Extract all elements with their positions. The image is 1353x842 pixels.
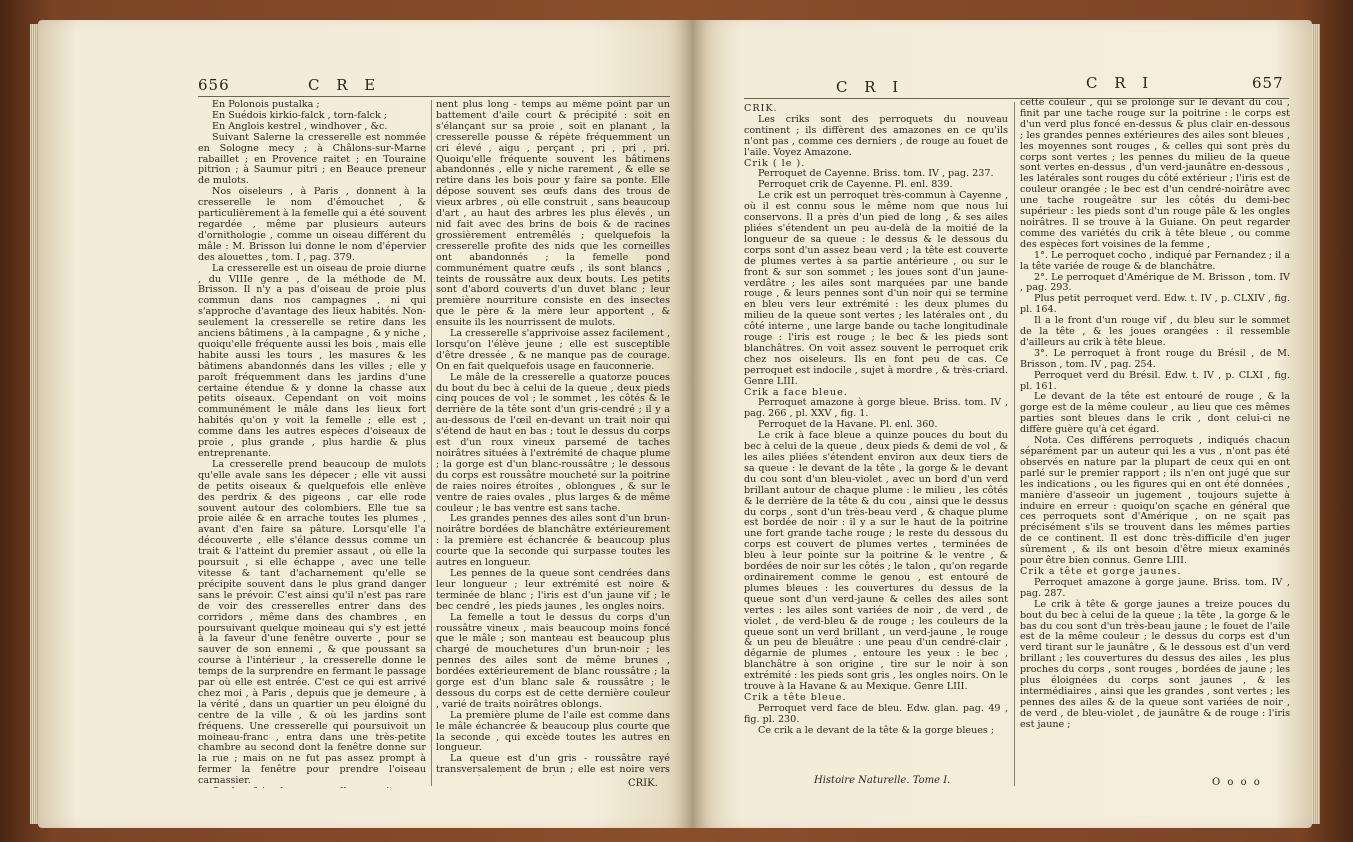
paragraph: Le crik à tête & gorge jaunes a treize pouces du bout du bec à celui de la queue ; la tête , la gorge & le bas du cou sont d'un très-beau jaune ; le fouet de l'aile est de la même couleur ; le dessus du corps est d'un verd tirant sur le jaunâtre , & le dessous est d'un verd brillant ; les couvertures du dessus des ailes , les plus proches du corps , sont rouges , bordées de jaune ; les plus éloignées du corps sont jaunes , & les intermédiaires , ainsi que les grandes , sont vertes ; les pennes des ailes & de la queue sont variées de noir , de verd , de bleu-violet , de jaunâtre & de rouge : l'iris est jaune ; xyxy=(1020,598,1290,730)
paragraph: Le crik à face bleue a quinze pouces du bout du bec à celui de la queue , deux pieds & demi de vol , & les ailes pliées s'étendent environ aux deux tiers de sa queue : le devant de la tête , la gorge & le devant du cou sont d'un bleu-violet , avec un bord d'un verd brillant autour de chaque plume : le milieu , les côtés & le derrière de la tête & du cou , ainsi que le dessus du corps , sont d'un très-beau verd , & chaque plume est bordée de noir : il y a sur le haut de la poitrine une fort grande tache rouge ; le reste du dessous du corps est couvert de plumes vertes , terminées de bleu à leur pointe sur la poitrine & le ventre , & bordées de noir sur les côtés ; le talon , qu'on regarde ordinairement comme le genou , est entouré de plumes bleues : les couvertures du dessus de la queue sont d'un verd-jaune & celles des ailes sont vertes : les ailes sont variées de noir , de verd , de violet , de verd-bleu & de rouge ; les couleurs de la queue sont un verd brillant , un verd-jaune , le rouge & un peu de bleuâtre : une peau d'un cendré-clair , dégarnie de plumes , entoure les yeux : le bec , blanchâtre à son origine , tire sur le noir à son extrémité : les pieds sont gris , les ongles noirs. On le trouve à la Havane & au Mexique. Genre LIII. xyxy=(744,430,1008,693)
left-catchword: CRIK. xyxy=(628,778,658,789)
right-running-head-left: C R I xyxy=(836,78,905,96)
left-column-1 xyxy=(198,100,426,788)
paragraph: Les criks sont des perroquets du nouveau continent ; ils diffèrent des amazones en ce qu'ils n'ont pas , comme ces derniers , de rouge au fouet de l'aile. Voyez Amazone. xyxy=(744,113,1008,158)
paragraph: 3°. Le perroquet à front rouge du Brésil , de M. Brisson , tom. IV , pag. 254. xyxy=(1020,347,1290,370)
paragraph: La cresserelle est un oiseau de proie diurne , du VIIIe genre , de la méthode de M. Brisson. Il n'y a pas d'oiseau de proie plus commun dans nos campagnes , ni qui s'approche d'avantage des lieux habités. Non-seulement la cresserelle se retire dans les anciens bâtimens , à la campagne , & y niche , quoiqu'elle fréquente aussi les bois , mais elle habite aussi les tours , les masures & les bâtimens abandonnés dans les villes ; elle y paroît fréquemment dans les jardins d'une certaine étendue & y donne la chasse aux petits oiseaux. Cependant on voit moins communément le mâle dans les lieux fort habités qu'on y voit la femelle ; elle est , comme dans les autres espèces d'oiseaux de proie , plus grande , plus hardie & plus entreprenante. xyxy=(198,262,426,459)
paragraph: Il a le front d'un rouge vif , du bleu sur le sommet de la tête , & les joues orangées : il ressemble d'ailleurs au crik à tête bleue. xyxy=(1020,315,1290,348)
left-running-head: C R E xyxy=(308,76,382,94)
paragraph xyxy=(198,787,426,788)
right-column-divider xyxy=(1014,102,1015,786)
paragraph: La cresserelle s'apprivoise assez facilement , lorsqu'on l'élève jeune ; elle est susceptible d'être dressée , & ne manque pas de courage. On en fait quelquefois usage en fauconnerie. xyxy=(436,328,670,372)
paragraph: La première plume de l'aile est comme dans le mâle échancrée & beaucoup plus courte que la seconde , qui excède toutes les autres en longueur. xyxy=(436,709,670,754)
paragraph: nent plus long - temps au même point par un battement d'aile court & précipité : soit en s'élançant sur sa proie , soit en planant , la cresserelle pousse & répète fréquemment un cri élevé , aigu , perçant , pri , pri , pri. Quoiqu'elle fréquente souvent les bâtimens abandonnés , elle y niche rarement , & elle se retire dans les bois pour y faire sa ponte. Elle dépose souvent ses œufs dans des trous de vieux arbres , où elle construit , sans beaucoup d'art , au haut des arbres les plus élevés , un nid fait avec des brins de bois & de racines grossièrement entremêlés ; quelquefois la cresserelle profite des nids que les corneilles ont abandonnés ; la femelle pond communément quatre œufs , ils sont blancs , teints de roussâtre aux deux bouts. Les petits sont d'abord couverts d'un duvet blanc ; leur première nourriture consiste en des insectes que le père & la mère leur apportent , & ensuite ils les nourrissent de mulots. xyxy=(436,100,670,329)
paragraph: Les pennes de la queue sont cendrées dans leur longueur ; leur extrémité est noire & terminée de blanc ; l'iris est d'un jaune vif ; le bec cendré , les pieds jaunes , les ongles noirs. xyxy=(436,567,670,612)
left-page-edges xyxy=(30,24,38,824)
paragraph: Perroquet verd du Brésil. Edw. t. IV , p. CLXI , fig. pl. 161. xyxy=(1020,369,1290,392)
signature-line: Histoire Naturelle. Tome I. xyxy=(814,775,951,786)
paragraph: Crik a tête bleue. xyxy=(744,691,847,703)
paragraph: Nota. Ces différens perroquets , indiqués chacun séparément par un auteur qui les a vus , n'ont pas été observés en nature par la plupart de ceux qui en ont parlé sur le premier rapport ; ils n'en ont jugé que sur les indications , ou les figures qui en ont été données , manière d'asseoir un jugement , toujours sujette à induire en erreur : quoiqu'on sçache en général que ces perroquets sont d'Amérique , on ne sçait pas précisément s'ils se trouvent dans les mêmes parties de ce continent. Il est donc très-difficile d'en juger sûrement , & ils ont besoin d'être mieux examinés pour être bien connus. Genre LIII. xyxy=(1020,435,1290,567)
left-page xyxy=(38,20,692,828)
right-column-1 xyxy=(744,104,1008,774)
left-column-2 xyxy=(436,100,670,776)
paragraph: Suivant Salerne la cresserelle est nommée en Sologne mecy ; à Châlons-sur-Marne rabaillet ; en Provence raitet ; en Touraine pitrion ; à Saumur pitri ; en Beauce preneur de mulots. xyxy=(198,131,426,187)
signature-mark: O o o o xyxy=(1212,777,1262,788)
paragraph: Nos oiseleurs , à Paris , donnent à la cresserelle le nom d'émouchet , & particulièrement à la femelle qui a été souvent regardée , même par plusieurs auteurs d'ornithologie , comme un oiseau différent du mâle : M. Brisson lui donne le nom d'épervier des alouettes , tom. I , pag. 379. xyxy=(198,186,426,263)
paragraph: La queue est d'un gris - roussâtre rayé transversalement de brun ; elle est noire vers xyxy=(436,753,670,776)
paragraph: Perroquet amazone à gorge jaune. Briss. tom. IV , pag. 287. xyxy=(1020,576,1290,599)
right-page-number: 657 xyxy=(1252,74,1284,92)
right-page xyxy=(692,20,1312,828)
paragraph: La femelle a tout le dessus du corps d'un roussâtre vineux , mais beaucoup moins foncé que le mâle ; son manteau est beaucoup plus chargé de mouchetures d'un brun-noir ; les pennes des ailes sont de même brunes , bordées extérieurement de blanc roussâtre ; la gorge est d'un blanc sale & roussâtre ; le dessous du corps est de cette dernière couleur , varié de traits noirâtres oblongs. xyxy=(436,611,670,710)
paragraph: CRIK. xyxy=(744,104,778,114)
paragraph: En Polonois pustalka ; xyxy=(212,100,320,110)
paragraph: Crik a face bleue. xyxy=(744,386,848,398)
left-head-rule xyxy=(198,96,670,97)
paragraph: Ce crik a le devant de la tête & la gorge bleues ; xyxy=(758,724,995,736)
right-column-2 xyxy=(1020,98,1290,774)
paragraph: 1°. Le perroquet cocho , indiqué par Fernandez ; il a la tête variée de rouge & de blanchâtre. xyxy=(1020,249,1290,272)
paragraph: En Suédois kirkio-falck , torn-falck ; xyxy=(212,109,388,121)
paragraph: Perroquet de la Havane. Pl. enl. 360. xyxy=(758,419,938,431)
paragraph: Plus petit perroquet verd. Edw. t. IV , p. CLXIV , fig. pl. 164. xyxy=(1020,293,1290,316)
paragraph: En Anglois kestrel , windhover , &c. xyxy=(212,120,388,132)
paragraph: Le crik est un perroquet très-commun à Cayenne , où il est connu sous le même nom que nous lui conservons. Il a près d'un pied de long , & ses ailes pliées s'étendent un peu au-delà de la moitié de la longueur de sa queue : le dessus & le dessous du corps sont d'un assez beau verd ; la tête est couverte de plumes vertes à sa partie antérieure , ou sur le front & sur son sommet ; les joues sont d'un jaune-verdâtre ; les ailes sont marquées par une bande rouge , & leurs pennes sont d'un noir qui se termine en bleu vers leur extrémité : les deux plumes du milieu de la queue sont vertes ; les latérales ont , du côté interne , une large bande ou tache longitudinale rouge : l'iris est rouge ; le bec & les pieds sont blanchâtres. On voit assez souvent le perroquet crik chez nos oiseleurs. Ils en font peu de cas. Ce perroquet est indocile , sujet à mordre , & très-criard. Genre LIII. xyxy=(744,190,1008,387)
paragraph: Perroquet verd face de bleu. Edw. glan. pag. 49 , fig. pl. 230. xyxy=(744,702,1008,725)
paragraph: La cresserelle prend beaucoup de mulots qu'elle avale sans les dépecer ; elle vit aussi de petits oiseaux & quelquefois elle enlève des perdrix & des pigeons , car elle rode souvent autour des colombiers. Elle tue sa proie ailée & en arrache toutes les plumes , avant d'en faire sa pâture. Lorsqu'elle l'a découverte , elle s'élance dessus comme un trait & l'atteint du premier assaut , où elle la poursuit , si elle échappe , avec une telle vitesse & tant d'acharnement qu'elle se précipite souvent dans le plus grand danger sans le prévoir. C'est ainsi qu'il n'est pas rare de voir des cresserelles entrer dans des corridors , même dans des chambres , en poursuivant quelque moineau qui s'y est jetté à la faveur d'une fenêtre ouverte , pour se sauver de son ennemi , & que poussant sa course à l'intérieur , la cresserelle donne le temps de la surprendre en fermant le passage par où elle est entrée. C'est ce qui est arrivé chez moi , à Paris , depuis que je demeure , à la vérité , dans un quartier un peu éloigné du centre de la ville , & où les jardins sont fréquens. Une cresserelle qui poursuivoit un moineau-franc , entra dans une très-petite chambre au second dont la fenêtre donne sur la rue ; mais on ne fut pas assez prompt à fermer la fenêtre pour prendre l'oiseau carnassier. xyxy=(198,458,426,787)
right-page-edges xyxy=(1312,24,1320,824)
paragraph: Crik a tête et gorge jaunes. xyxy=(1020,565,1182,577)
right-running-head-right: C R I xyxy=(1086,74,1155,92)
paragraph: Perroquet crik de Cayenne. Pl. enl. 839. xyxy=(758,179,953,191)
left-column-divider xyxy=(431,100,432,786)
paragraph: Crik ( le ). xyxy=(744,157,806,169)
paragraph: Les grandes pennes des ailes sont d'un brun-noirâtre bordées de blanchâtre extérieurement : la première est échancrée & beaucoup plus courte que la seconde qui surpasse toutes les autres en longueur. xyxy=(436,513,670,569)
paragraph: Perroquet amazone à gorge bleue. Briss. tom. IV , pag. 266 , pl. XXV , fig. 1. xyxy=(744,397,1008,420)
paragraph: Le devant de la tête est entouré de rouge , & la gorge est de la même couleur , au lieu que ces mêmes parties sont bleues dans le crik , dont celui-ci ne diffère guère qu'à cet égard. xyxy=(1020,391,1290,436)
paragraph: 2°. Le perroquet d'Amérique de M. Brisson , tom. IV , pag. 293. xyxy=(1020,271,1290,294)
paragraph: cette couleur , qui se prolonge sur le devant du cou , finit par une tache rouge sur la poitrine : le corps est d'un verd plus foncé en-dessus & plus clair en-dessous ; les grandes pennes extérieures des ailes sont bleues , les moyennes sont rouges , & celles qui sont près du corps sont vertes ; les pennes du milieu de la queue sont vertes en-dessus , d'un verd-jaunâtre en-dessous , les latérales sont rouges du côté extérieur ; l'iris est de couleur orangée ; le bec est d'un cendré-noirâtre avec une tache rougeâtre sur les côtés du demi-bec supérieur : les pieds sont d'un rouge pâle & les ongles noirâtres. Il se trouve à la Guiane. On peut regarder comme des variétés du crik à tête bleue , ou comme des espèces fort voisines de la femme , xyxy=(1020,98,1290,250)
paragraph: Perroquet de Cayenne. Briss. tom. IV , pag. 237. xyxy=(758,168,994,180)
paragraph: Le mâle de la cresserelle a quatorze pouces du bout du bec à celui de la queue , deux pieds cinq pouces de vol ; le sommet , les côtés & le derrière de la tête sont d'un gris-cendré ; il y a au-dessous de l'œil en-devant un trait noir qui s'étend de haut en bas ; tout le dessus du corps est d'un roux vineux parsemé de taches noirâtres situées à l'extrémité de chaque plume ; la gorge est d'un blanc-roussâtre ; le dessous du corps est roussâtre moucheté sur la poitrine de raies noires étroites , oblongues , & sur le ventre de raies ovales , plus larges & de même couleur ; le bas ventre est sans tache. xyxy=(436,371,670,514)
left-page-number: 656 xyxy=(198,76,230,94)
